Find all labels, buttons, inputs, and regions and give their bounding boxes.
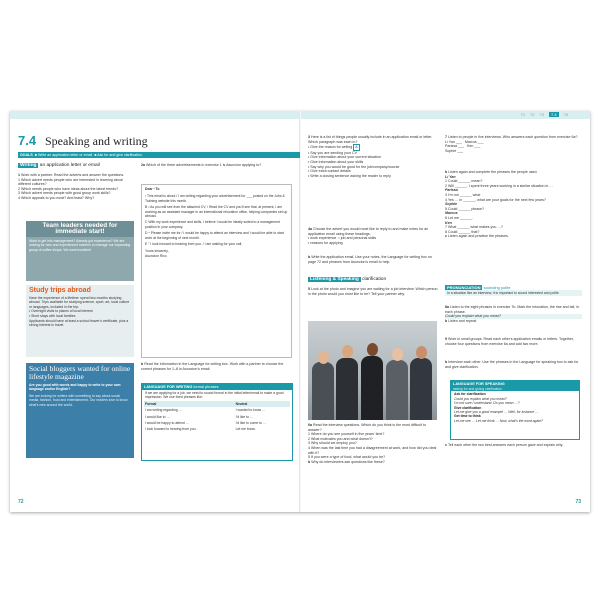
phrase-line: 7 What ______ what makes you …? bbox=[445, 225, 503, 230]
phrase-line: Marcus bbox=[445, 211, 458, 216]
advert-team-leaders bbox=[26, 221, 134, 281]
advert-footer: Applicants should have at least a school leaver's certificate, plus a strong interest in travel. bbox=[29, 319, 129, 328]
exercise-number: b bbox=[445, 318, 448, 323]
table-cell: I look forward to hearing from you. bbox=[145, 427, 197, 432]
exercise-number: b bbox=[141, 362, 144, 366]
language-for-writing-box bbox=[141, 383, 293, 461]
list-item: • Say why you would be good for the job/company/course bbox=[308, 164, 400, 169]
exercise-number: c bbox=[445, 443, 447, 447]
exercise-text: Listen to people in five interviews. Who answers each question from exercise 6a? bbox=[448, 135, 578, 139]
table-cell: Let me know. bbox=[235, 427, 256, 432]
phrase-line: 6 Let me ______. bbox=[445, 215, 473, 220]
exercise-3 bbox=[308, 135, 438, 178]
box-intro: If we are applying for a job, we need to sound formal in the initial letter/email to make a good impression. We use fixed phrases like: bbox=[145, 391, 284, 400]
listening-heading bbox=[308, 277, 386, 282]
person-figure bbox=[410, 358, 432, 420]
advert-bullet: • Short stays with local families bbox=[29, 313, 76, 318]
section-tag: PRONUNCIATION bbox=[447, 285, 481, 290]
email-paragraph: C With my work experience and skills, I believe I would be ideally suited to a management position in your company. bbox=[145, 220, 280, 229]
question: 1 Which advert needs people who are interested in learning about different cultures? bbox=[18, 177, 123, 187]
section-title: an application letter or email bbox=[39, 163, 100, 168]
phrase-line: Sophie bbox=[445, 202, 457, 207]
heading-list: • reasons for applying bbox=[308, 240, 343, 245]
question: 3 Why should we employ you? bbox=[308, 441, 357, 446]
lesson-number: 7.4 bbox=[18, 133, 37, 148]
person-head bbox=[392, 348, 403, 361]
list-item: • Say you are sending your CV bbox=[308, 150, 358, 155]
email-paragraph: D ⁴ Please invite me for / I would be happy to attend an interview and I would be able to start work at the beginning of next month. bbox=[145, 231, 284, 240]
box-subtitle: formal phrases bbox=[193, 385, 219, 389]
table-row bbox=[144, 426, 290, 432]
box-section bbox=[451, 391, 579, 424]
exercise-number: b bbox=[308, 459, 311, 464]
exercise-text: Listen again and practise the phrases. bbox=[448, 234, 509, 239]
list-item: • Give extra contact details bbox=[308, 169, 351, 174]
exercise-6a bbox=[308, 423, 438, 464]
exercise-text: Choose the advert you would most like to reply to and make notes for an application email using these headings. bbox=[308, 227, 429, 236]
box-line: Could you explain what you mean? bbox=[454, 396, 507, 401]
question: 2 What motivates you and what doesn't? bbox=[308, 436, 373, 441]
email-signoff: Yours sincerely, bbox=[145, 249, 169, 254]
advert-body: We are looking for writers with something to say about social media, fashion, food and entertainment. Our readers love to know what's new around the world. bbox=[29, 393, 128, 407]
email-paragraph: B ² As you will see from the attached CV, / Read the CV and you'll see that, at present, I am working as an assistant manager in an international relocation office, helping companies set up abroad. bbox=[145, 205, 288, 219]
advert-body: Want to get into management? Already got experience? We are looking for new and experienced trainees to manage our expanding group of coffee shops. We want excellent bbox=[29, 239, 131, 252]
phrase-line: 5 Could ______ please? bbox=[445, 206, 484, 211]
exercise-text: Write the application email. Use your notes, the Language for writing box on page 72 and phrases from Asuncion's email to help. bbox=[308, 255, 432, 264]
question: 2 Which needs people who have ideas about the latest trends? bbox=[18, 186, 119, 191]
person-head bbox=[416, 346, 427, 359]
email-name: Asuncion Rico bbox=[145, 253, 167, 258]
name-item: Marcus ___ bbox=[464, 139, 484, 144]
exercise-4a bbox=[308, 227, 438, 245]
table-cell: I would like to … bbox=[145, 414, 170, 419]
phrase-line: 4 Yes … in ______, what are your goals for the next few years? bbox=[445, 197, 546, 202]
exercise-text: Work with a partner. Read the adverts and answer the questions. bbox=[21, 173, 125, 177]
phrase-line: Parissa bbox=[445, 188, 458, 193]
item-text: Write a closing sentence asking the reader to reply bbox=[310, 173, 391, 178]
exercise-text: Read the interview questions. Which do you think is the most difficult to answer? bbox=[308, 423, 426, 432]
unit-navigation bbox=[521, 112, 568, 117]
interview-photo bbox=[308, 321, 437, 420]
table-cell: I am writing regarding … bbox=[145, 408, 182, 413]
advert-subtitle: Are you good with words and happy to write to your own language and/or English? bbox=[29, 383, 121, 392]
list-item: • Write a closing sentence asking the reader to reply bbox=[308, 173, 391, 178]
question: 3 Which advert needs people with good group work skills? bbox=[18, 191, 111, 196]
pronunciation-text: In a situation like an interview, it is important to sound interested and polite. bbox=[445, 290, 582, 296]
advert-title: Study trips abroad bbox=[29, 287, 91, 294]
textbook-spread bbox=[10, 111, 590, 512]
name-item: Li Yan ___ bbox=[445, 139, 462, 144]
table-cell: I would be happy to attend … bbox=[145, 421, 190, 426]
section-tag: Writing bbox=[20, 163, 37, 168]
pronunciation-box bbox=[445, 285, 582, 296]
exercise-2a bbox=[141, 163, 291, 168]
phrase-line: 1 Could ______ mean? bbox=[445, 179, 483, 184]
lesson-title: Speaking and writing bbox=[45, 134, 148, 148]
box-line: Let me give you a good example … Well, for instance … bbox=[454, 410, 539, 415]
advert-social-bloggers bbox=[26, 363, 134, 458]
person-figure bbox=[361, 356, 383, 420]
exercise-1 bbox=[18, 173, 130, 201]
exercise-number: 7 bbox=[445, 135, 447, 139]
exercise-text: Listen to the eight phrases in exercise 7b. Mark the intonation, the rise and fall, in each phrase. bbox=[445, 305, 580, 314]
exercise-number: 5 bbox=[308, 287, 310, 291]
exercise-7a bbox=[445, 135, 582, 153]
question: 1 Where do you see yourself in five years' time? bbox=[308, 432, 385, 437]
exercise-number: b bbox=[445, 360, 448, 364]
exercise-number: b bbox=[445, 170, 448, 174]
exercise-text: Listen and repeat. bbox=[448, 318, 477, 323]
heading-item: job and personal skills bbox=[340, 236, 377, 241]
unit-nav-item: 71 bbox=[520, 112, 526, 117]
item-text: Say why you would be good for the job/company/course bbox=[310, 164, 400, 169]
exercise-number: c bbox=[445, 234, 447, 239]
phrase-line: Li Yan bbox=[445, 174, 456, 179]
email-paragraph: E ⁷ I look forward to hearing from you. / I am waiting for your call. bbox=[145, 242, 243, 247]
exercise-text: Tell each other the two best answers each person gave and explain why. bbox=[447, 443, 564, 447]
person-head bbox=[342, 345, 353, 358]
section-title: clarification bbox=[362, 277, 387, 282]
page-number-right: 73 bbox=[575, 499, 581, 505]
goal-item: Ask for and give clarification bbox=[97, 153, 142, 157]
goals-bar: GOALS ■ Write an application letter or email ■ Ask for and give clarification bbox=[18, 152, 300, 158]
advert-title: Team leaders needed for immediate start! bbox=[26, 221, 134, 237]
box-title: LANGUAGE FOR SPEAKING bbox=[451, 381, 579, 387]
box-line: Let me see … Let me think … Now, what's the word again? bbox=[454, 418, 543, 423]
item-text: Give the reason for writing bbox=[310, 145, 353, 150]
question: 4 Which appeals to you most? And least? Why? bbox=[18, 195, 95, 200]
person-figure bbox=[312, 362, 334, 420]
right-page bbox=[308, 125, 583, 505]
person-figure bbox=[336, 358, 358, 420]
column-header: Neutral bbox=[235, 401, 248, 406]
page-gutter bbox=[299, 111, 301, 512]
advert-title: Social bloggers wanted for online lifestyle magazine bbox=[29, 364, 131, 381]
box-section-head: Give clarification bbox=[454, 405, 482, 410]
unit-nav-current: 7.4 bbox=[550, 112, 557, 117]
phrase-line: 3 I'm not ______ what bbox=[445, 192, 481, 197]
exercise-9 bbox=[445, 337, 582, 346]
exercise-8b bbox=[445, 319, 582, 324]
unit-nav-item: 72 bbox=[530, 112, 535, 117]
application-email bbox=[141, 184, 292, 358]
item-text: Give extra contact details bbox=[310, 169, 351, 174]
item-text: Give information about your skills bbox=[310, 159, 364, 164]
phrase-line: Ken bbox=[445, 220, 452, 225]
person-figure bbox=[386, 360, 408, 420]
exercise-number: 6a bbox=[308, 423, 312, 427]
exercise-number: 2a bbox=[141, 163, 145, 167]
box-line: I'm not sure I understand. Do you mean …? bbox=[454, 401, 520, 406]
box-section-head: Get time to think bbox=[454, 414, 481, 419]
exercise-number: 3 bbox=[308, 135, 310, 139]
exercise-2b bbox=[141, 362, 291, 371]
goal-item: Write an application letter or email bbox=[37, 153, 93, 157]
exercise-number: 4a bbox=[308, 227, 312, 231]
list-item: • Give information about your current situation bbox=[308, 155, 381, 160]
advert-study-trips bbox=[26, 285, 134, 357]
advert-bullet: • Overnight visits to places of local interest bbox=[29, 309, 93, 314]
exercise-number: b bbox=[308, 255, 311, 259]
exercise-text: Look at the photo and imagine you are waiting for a job interview. Which person in the photo would you most like to be? Tell your partner why. bbox=[308, 287, 438, 296]
email-salutation: Dear ¹ To bbox=[145, 187, 160, 191]
list-item: • Give the reason for writing A bbox=[308, 145, 358, 150]
email-paragraph: ¹ This email is about / I am writing regarding your advertisement for ___ posted on the Jobs & Training website this month. bbox=[145, 194, 285, 203]
heading-item: work experience bbox=[310, 236, 337, 241]
phrase-table bbox=[144, 401, 290, 433]
exercise-text: Here is a list of things people usually include in an application email or letter. Which paragraph was each in? bbox=[308, 135, 433, 144]
table-cell: I'd like to … bbox=[235, 414, 254, 419]
advert-body: Have the experience of a lifetime: spend two months studying abroad. Trips available for studying science, sport, art, local culture or languages, included in the trip: bbox=[29, 296, 130, 309]
table-cell: I'd like to come to … bbox=[235, 421, 267, 426]
exercise-7b bbox=[445, 170, 582, 239]
bullet-text: Short stays with local families bbox=[31, 313, 76, 318]
person-head bbox=[318, 351, 329, 364]
exercise-text: Work in small groups. Read each other's application emails or letters. Together, choose four questions from exercise 6a and add two more. bbox=[445, 337, 574, 346]
box-subtitle: asking for and giving clarification bbox=[451, 387, 579, 391]
item-text: Say you are sending your CV bbox=[310, 150, 358, 155]
exercise-text: Listen again and complete the phrases the people used. bbox=[448, 170, 538, 174]
name-item: Parissa ___ bbox=[445, 144, 464, 149]
left-page bbox=[18, 125, 296, 505]
question: 4 When was the last time you had a disagreement at work, and how did you deal with it? bbox=[308, 445, 437, 455]
section-tag: Listening & Speaking bbox=[310, 277, 359, 282]
exercise-text: Why do interviewers ask questions like these? bbox=[311, 459, 385, 464]
example-phrase: Could you explain what you mean? bbox=[445, 314, 582, 319]
heading-list: • work experience • job and personal skills bbox=[308, 236, 377, 241]
table-cell: I wanted to know … bbox=[235, 408, 266, 413]
unit-nav-item: 75 bbox=[563, 112, 568, 117]
item-text: Give information about your current situation bbox=[310, 155, 381, 160]
page-number-left: 72 bbox=[18, 499, 24, 505]
exercise-number: 9 bbox=[445, 337, 447, 341]
exercise-7c bbox=[445, 234, 582, 239]
exercise-number: 1 bbox=[18, 173, 20, 177]
section-title: sounding polite bbox=[483, 285, 511, 290]
phrase-line: 8 Could ______ that? bbox=[445, 229, 480, 234]
exercise-text: Interview each other. Use the phrases in the Language for speaking box to ask for and give clarification. bbox=[445, 360, 579, 369]
list-item: • Give information about your skills bbox=[308, 159, 364, 164]
box-section-head: Ask for clarification bbox=[454, 392, 486, 397]
exercise-8a bbox=[445, 305, 582, 323]
heading-item: reasons for applying bbox=[310, 240, 343, 245]
box-title-text: LANGUAGE FOR WRITING bbox=[144, 385, 193, 389]
bullet-text: Overnight visits to places of local interest bbox=[31, 309, 93, 314]
person-head bbox=[367, 343, 378, 356]
phrase-line: 2 Will ______. I spent three years working in a similar situation in … bbox=[445, 183, 553, 188]
unit-nav-item: 73 bbox=[539, 112, 544, 117]
exercise-6b bbox=[308, 460, 438, 465]
language-for-speaking-box bbox=[450, 380, 580, 440]
exercise-text: Which of the three advertisements in exercise 1 is Asuncion applying to? bbox=[146, 163, 262, 167]
goals-label: GOALS bbox=[20, 153, 33, 157]
exercise-text: Read the information in the Language for writing box. Work with a partner to choose the correct phrases for 1–8 in Asuncion's email. bbox=[141, 362, 284, 371]
exercise-number: 8a bbox=[445, 305, 449, 309]
exercise-4b bbox=[308, 255, 438, 264]
exercise-9c bbox=[445, 443, 582, 448]
name-row: Sophie ___ bbox=[445, 148, 464, 153]
answer-box[interactable]: A bbox=[355, 145, 358, 150]
column-header: Formal bbox=[145, 401, 157, 406]
writing-heading bbox=[18, 163, 100, 168]
question: 5 If you were a type of food, what would you be? bbox=[308, 455, 386, 460]
exercise-9b bbox=[445, 360, 582, 369]
name-item: Ken ___ bbox=[466, 144, 481, 149]
exercise-5 bbox=[308, 287, 438, 296]
